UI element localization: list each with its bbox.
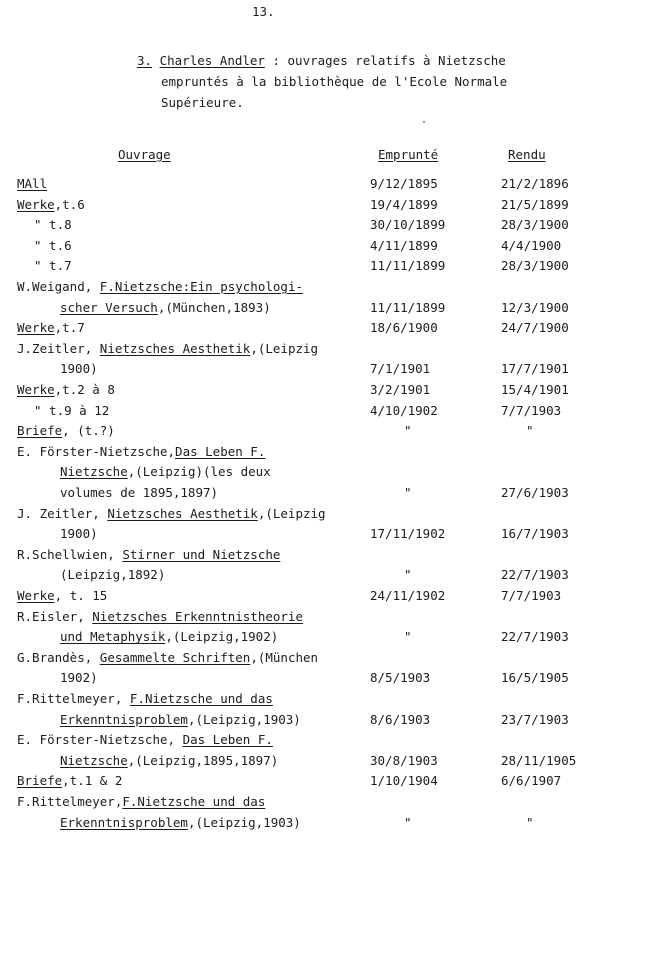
returned-date: 15/4/1901 xyxy=(501,382,569,397)
work-cell xyxy=(17,732,273,747)
work-text: ,(Leipzig,1903) xyxy=(187,711,301,727)
returned-date: 12/3/1900 xyxy=(501,299,569,315)
returned-date: 7/7/1903 xyxy=(501,588,562,603)
borrowed-date: " xyxy=(404,485,412,500)
table-row xyxy=(0,300,658,320)
work-cell xyxy=(17,341,318,356)
work-title-underlined: Nietzsches Aesthetik xyxy=(99,340,251,356)
work-cell xyxy=(17,320,85,335)
work-cell xyxy=(17,382,115,397)
work-text: ,t.6 xyxy=(54,196,85,212)
work-title-underlined: Werke xyxy=(17,588,55,603)
work-text: ,(Leipzig)(les deux xyxy=(127,464,271,480)
heading-title-part: : ouvrages relatifs à Nietzsche xyxy=(264,53,506,68)
returned-date: 17/7/1901 xyxy=(501,361,569,377)
work-cell xyxy=(17,650,318,665)
work-text: R.Schellwien, xyxy=(17,546,123,562)
borrowed-date: " xyxy=(404,629,412,645)
table-row xyxy=(0,485,658,505)
work-text: F.Rittelmeyer, xyxy=(17,691,130,706)
heading-line-2: empruntés à la bibliothèque de l'Ecole Normale xyxy=(161,74,508,89)
work-cell xyxy=(17,794,265,809)
work-cell xyxy=(17,444,265,459)
borrowed-date: " xyxy=(404,567,412,583)
work-title-underlined: F.Nietzsche und das xyxy=(129,691,273,706)
work-text: ,t.1 & 2 xyxy=(62,773,123,789)
heading-number: 3. xyxy=(137,53,153,68)
table-row xyxy=(0,258,658,278)
stray-mark: · xyxy=(421,117,428,128)
borrowed-date: 3/2/1901 xyxy=(370,382,431,397)
work-text: ,(München,1893) xyxy=(157,299,271,315)
returned-date: 28/3/1900 xyxy=(501,217,569,233)
page-number: 13. xyxy=(252,4,275,19)
table-row xyxy=(0,526,658,546)
borrowed-date: 9/12/1895 xyxy=(370,176,438,191)
table-row xyxy=(0,547,658,567)
table-row xyxy=(0,609,658,629)
section-heading xyxy=(137,50,507,113)
borrowed-date: 4/10/1902 xyxy=(370,402,438,418)
table-row xyxy=(0,732,658,752)
borrowed-date: 19/4/1899 xyxy=(370,196,438,212)
work-cell xyxy=(60,629,278,644)
work-text: 1902) xyxy=(60,670,98,686)
borrowed-date: 11/11/1899 xyxy=(370,258,446,274)
work-text: " t.7 xyxy=(34,258,72,274)
table-row xyxy=(0,279,658,299)
work-cell xyxy=(17,197,85,212)
work-title-underlined: Nietzsches Erkenntnistheorie xyxy=(92,608,303,624)
work-title-underlined: Stirner und Nietzsche xyxy=(122,546,281,562)
returned-date: 24/7/1900 xyxy=(501,320,569,336)
returned-date: 27/6/1903 xyxy=(501,485,569,500)
work-cell xyxy=(60,567,165,582)
table-row xyxy=(0,670,658,690)
borrowed-date: 7/1/1901 xyxy=(370,361,431,377)
work-title-underlined: Das Leben F. xyxy=(175,443,266,459)
returned-date: 16/5/1905 xyxy=(501,670,569,686)
borrowed-date: 1/10/1904 xyxy=(370,773,438,789)
work-text: ,(München xyxy=(250,649,319,665)
table-row xyxy=(0,815,658,835)
table-row xyxy=(0,361,658,381)
work-text: ,(Leipzig,1903) xyxy=(187,814,301,830)
work-text: ,t.2 à 8 xyxy=(54,382,115,397)
borrowed-date: 17/11/1902 xyxy=(370,526,446,542)
heading-line-3: Supérieure. xyxy=(161,95,244,110)
work-cell xyxy=(17,609,303,624)
work-title-underlined: MAll xyxy=(17,176,48,191)
work-cell xyxy=(17,506,326,521)
returned-date: 21/5/1899 xyxy=(501,196,569,212)
table-row xyxy=(0,691,658,711)
work-text: J.Zeitler, xyxy=(17,340,100,356)
work-cell xyxy=(17,423,115,438)
returned-date: 22/7/1903 xyxy=(501,567,569,583)
table-row xyxy=(0,773,658,793)
table-row xyxy=(0,382,658,402)
work-cell xyxy=(60,753,278,768)
borrowed-date: 4/11/1899 xyxy=(370,237,438,253)
borrowed-date: 30/8/1903 xyxy=(370,752,438,768)
work-title-underlined: Werke xyxy=(17,320,55,336)
returned-date: " xyxy=(526,423,534,439)
table-row xyxy=(0,629,658,649)
borrowed-date: 8/6/1903 xyxy=(370,711,431,727)
work-cell xyxy=(17,588,107,603)
work-title-underlined: F.Nietzsche und das xyxy=(122,794,266,809)
work-cell xyxy=(60,712,301,727)
returned-date: 28/11/1905 xyxy=(501,752,577,768)
work-cell xyxy=(17,547,280,562)
borrowed-date: 18/6/1900 xyxy=(370,320,438,336)
returned-date: 28/3/1900 xyxy=(501,258,569,274)
returned-date: 16/7/1903 xyxy=(501,526,569,542)
table-row xyxy=(0,650,658,670)
work-cell xyxy=(17,279,303,294)
column-header-borrowed: Emprunté xyxy=(378,147,439,162)
borrowed-date: 24/11/1902 xyxy=(370,588,446,603)
table-row xyxy=(0,712,658,732)
work-cell xyxy=(17,176,47,191)
table-row xyxy=(0,341,658,361)
column-header-returned: Rendu xyxy=(508,147,546,162)
work-cell xyxy=(34,403,109,418)
table-row xyxy=(0,238,658,258)
table-row xyxy=(0,794,658,814)
heading-author: Charles Andler xyxy=(159,53,265,68)
work-title-underlined: scher Versuch xyxy=(60,299,158,315)
work-text: E. Förster-Nietzsche, xyxy=(17,732,183,748)
table-row xyxy=(0,217,658,237)
returned-date: " xyxy=(526,814,534,830)
work-cell xyxy=(60,464,271,479)
work-title-underlined: Werke xyxy=(17,382,55,397)
work-cell xyxy=(17,773,122,788)
work-text: J. Zeitler, xyxy=(17,505,108,521)
work-title-underlined: Das Leben F. xyxy=(182,732,273,748)
table-row xyxy=(0,588,658,608)
table-row xyxy=(0,506,658,526)
returned-date: 22/7/1903 xyxy=(501,629,569,645)
work-title-underlined: Nietzsches Aesthetik xyxy=(107,505,258,521)
work-cell xyxy=(60,526,98,541)
work-title-underlined: Erkenntnisproblem xyxy=(60,814,188,830)
work-text: ,t.7 xyxy=(54,320,85,336)
work-cell xyxy=(60,485,218,500)
work-text: E. Förster-Nietzsche, xyxy=(17,443,176,459)
work-text: " t.9 à 12 xyxy=(34,402,110,418)
borrowed-date: 30/10/1899 xyxy=(370,217,446,233)
work-text: volumes de 1895,1897) xyxy=(60,485,219,500)
borrowed-date: " xyxy=(404,423,412,439)
work-text: ,(Leipzig,1895,1897) xyxy=(127,752,279,768)
work-title-underlined: Nietzsche xyxy=(60,464,128,480)
work-cell xyxy=(60,300,271,315)
work-text: (Leipzig,1892) xyxy=(60,567,166,583)
borrowed-date: " xyxy=(404,814,412,830)
work-cell xyxy=(60,670,98,685)
work-title-underlined: Briefe xyxy=(17,423,63,439)
returned-date: 4/4/1900 xyxy=(501,237,562,253)
returned-date: 21/2/1896 xyxy=(501,176,569,191)
work-text: R.Eisler, xyxy=(17,608,93,624)
returned-date: 6/6/1907 xyxy=(501,773,562,789)
work-title-underlined: Werke xyxy=(17,196,55,212)
column-header-work: Ouvrage xyxy=(118,147,171,162)
table-row xyxy=(0,444,658,464)
table-row xyxy=(0,423,658,443)
work-text: " t.8 xyxy=(34,217,72,233)
table-row xyxy=(0,320,658,340)
work-cell xyxy=(17,691,273,706)
work-title-underlined: Briefe xyxy=(17,773,63,789)
work-text: ,(Leipzig xyxy=(257,505,326,521)
work-text: ,(Leipzig,1902) xyxy=(165,629,279,645)
table-row xyxy=(0,464,658,484)
work-text: G.Brandès, xyxy=(17,649,100,665)
work-text: " t.6 xyxy=(34,237,72,253)
borrowed-date: 11/11/1899 xyxy=(370,299,446,315)
work-cell xyxy=(60,815,301,830)
returned-date: 23/7/1903 xyxy=(501,711,569,727)
work-title-underlined: F.Nietzsche:Ein psychologi- xyxy=(99,279,303,294)
work-cell xyxy=(34,258,72,273)
table-row xyxy=(0,403,658,423)
work-text: , (t.?) xyxy=(62,423,115,439)
work-text: F.Rittelmeyer, xyxy=(17,794,123,809)
table-row xyxy=(0,753,658,773)
work-text: , t. 15 xyxy=(54,588,108,603)
work-title-underlined: Gesammelte Schriften xyxy=(99,649,251,665)
work-text: W.Weigand, xyxy=(17,279,100,294)
table-row xyxy=(0,197,658,217)
returned-date: 7/7/1903 xyxy=(501,402,562,418)
work-text: 1900) xyxy=(60,361,98,377)
work-text: 1900) xyxy=(60,526,98,542)
work-cell xyxy=(60,361,98,376)
work-title-underlined: Nietzsche xyxy=(60,752,128,768)
work-text: ,(Leipzig xyxy=(250,340,319,356)
borrowed-date: 8/5/1903 xyxy=(370,670,431,686)
work-cell xyxy=(34,238,72,253)
table-row xyxy=(0,567,658,587)
heading-line-1 xyxy=(137,50,507,71)
table-row xyxy=(0,176,658,196)
work-title-underlined: Erkenntnisproblem xyxy=(60,711,188,727)
work-title-underlined: und Metaphysik xyxy=(60,629,166,645)
work-cell xyxy=(34,217,72,232)
